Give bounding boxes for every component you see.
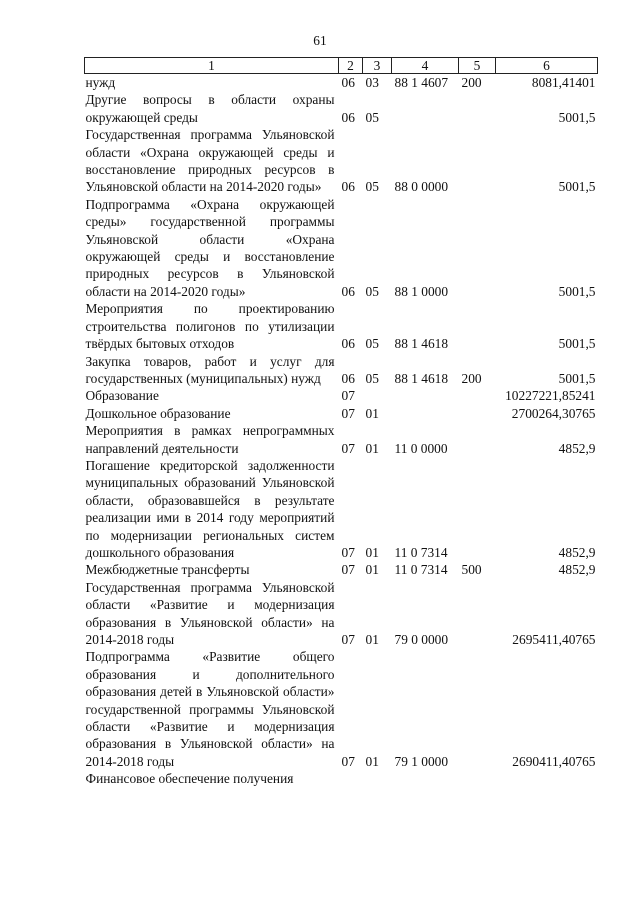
row-amount: 5001,5 bbox=[558, 109, 596, 125]
table-row bbox=[85, 648, 598, 770]
row-section-code: 07 bbox=[341, 440, 355, 456]
row-subsection-code bbox=[363, 387, 392, 404]
row-subsection-code: 01 bbox=[365, 440, 379, 456]
row-section-code: 06 bbox=[341, 179, 355, 195]
row-expense-type bbox=[459, 91, 496, 126]
row-target-article: 11 0 0000 bbox=[394, 440, 448, 456]
column-header: 4 bbox=[392, 58, 459, 74]
table-row bbox=[85, 422, 598, 457]
row-description: Государственная программа Ульяновской области «Охрана окружающей среды и восстановление природных ресурсов в Ульяновской области на 2014-2020 годы» bbox=[85, 127, 335, 195]
row-subsection-code: 05 bbox=[365, 109, 379, 125]
row-section-code: 06 bbox=[341, 283, 355, 299]
row-target-article: 88 1 4618 bbox=[394, 370, 449, 386]
row-amount: 8081,41401 bbox=[531, 75, 596, 90]
table-row bbox=[85, 300, 598, 352]
row-description: Финансовое обеспечение получения bbox=[85, 771, 294, 787]
row-target-article bbox=[392, 387, 459, 404]
table-row bbox=[85, 387, 598, 404]
row-expense-type bbox=[459, 300, 496, 352]
row-description: Межбюджетные трансферты bbox=[85, 562, 250, 578]
row-expense-type bbox=[459, 648, 496, 770]
row-subsection-code: 05 bbox=[365, 370, 379, 386]
column-header: 1 bbox=[85, 58, 339, 74]
row-expense-type: 500 bbox=[461, 562, 482, 578]
table-row bbox=[85, 561, 598, 578]
row-expense-type: 200 bbox=[461, 370, 482, 386]
table-row bbox=[85, 74, 598, 92]
row-amount: 4852,9 bbox=[558, 562, 596, 578]
row-section-code: 07 bbox=[341, 562, 355, 578]
row-subsection-code: 05 bbox=[365, 283, 379, 299]
row-target-article bbox=[392, 770, 459, 787]
row-description: нужд bbox=[85, 75, 116, 90]
row-description: Мероприятия в рамках непрограммных направлений деятельности bbox=[85, 423, 335, 456]
table-row bbox=[85, 196, 598, 300]
row-amount bbox=[496, 770, 598, 787]
row-target-article bbox=[392, 91, 459, 126]
row-expense-type bbox=[459, 405, 496, 422]
row-section-code: 07 bbox=[341, 405, 355, 421]
row-amount: 5001,5 bbox=[558, 283, 596, 299]
row-expense-type bbox=[459, 770, 496, 787]
row-description: Мероприятия по проектированию строительства полигонов по утилизации твёрдых бытовых отходов bbox=[85, 301, 335, 352]
row-expense-type: 200 bbox=[461, 75, 482, 90]
table-row bbox=[85, 405, 598, 422]
budget-table-body bbox=[85, 58, 598, 788]
row-section-code: 07 bbox=[341, 753, 355, 769]
row-subsection-code: 01 bbox=[365, 405, 379, 421]
row-expense-type bbox=[459, 457, 496, 561]
row-description: Закупка товаров, работ и услуг для государственных (муниципальных) нужд bbox=[85, 353, 335, 386]
row-expense-type bbox=[459, 387, 496, 404]
row-subsection-code: 03 bbox=[365, 75, 379, 90]
budget-table bbox=[84, 57, 598, 788]
table-row bbox=[85, 457, 598, 561]
row-subsection-code: 05 bbox=[365, 336, 379, 352]
row-amount: 2690411,40765 bbox=[512, 753, 596, 769]
row-target-article: 11 0 7314 bbox=[394, 544, 448, 560]
row-subsection-code bbox=[363, 770, 392, 787]
page-number: 61 bbox=[313, 33, 327, 48]
row-section-code: 06 bbox=[341, 370, 355, 386]
row-target-article: 79 0 0000 bbox=[394, 632, 449, 647]
row-description: Образование bbox=[85, 388, 159, 404]
row-target-article bbox=[392, 405, 459, 422]
row-amount: 2700264,30765 bbox=[511, 405, 596, 421]
table-row bbox=[85, 770, 598, 787]
row-expense-type bbox=[459, 579, 496, 649]
column-header: 3 bbox=[363, 58, 392, 74]
row-section-code: 06 bbox=[341, 75, 355, 90]
row-amount: 5001,5 bbox=[558, 179, 596, 195]
table-row bbox=[85, 353, 598, 388]
row-section-code: 07 bbox=[341, 544, 355, 560]
row-amount: 2695411,40765 bbox=[512, 632, 596, 647]
row-section-code: 06 bbox=[341, 109, 355, 125]
row-section-code: 07 bbox=[341, 632, 355, 647]
row-description: Государственная программа Ульяновской области «Развитие и модернизация образования в Ульяновской области» на 2014-2018 годы bbox=[85, 579, 335, 647]
row-expense-type bbox=[459, 422, 496, 457]
row-expense-type bbox=[459, 196, 496, 300]
row-description: Другие вопросы в области охраны окружающей среды bbox=[85, 92, 335, 125]
column-header: 6 bbox=[496, 58, 598, 74]
row-expense-type bbox=[459, 126, 496, 196]
row-target-article: 88 0 0000 bbox=[394, 179, 449, 195]
row-amount: 4852,9 bbox=[558, 544, 596, 560]
row-section-code bbox=[339, 770, 363, 787]
row-subsection-code: 01 bbox=[365, 562, 379, 578]
row-amount: 5001,5 bbox=[558, 370, 596, 386]
column-header: 5 bbox=[459, 58, 496, 74]
row-subsection-code: 05 bbox=[365, 179, 379, 195]
row-amount: 4852,9 bbox=[558, 440, 596, 456]
row-description: Подпрограмма «Охрана окружающей среды» государственной программы Ульяновской области «Охрана окружающей среды и восстановление природных ресурсов в Ульяновской области на 2014-2020 годы» bbox=[85, 196, 335, 299]
row-target-article: 11 0 7314 bbox=[394, 562, 448, 578]
row-target-article: 88 1 4618 bbox=[394, 336, 449, 352]
column-header: 2 bbox=[339, 58, 363, 74]
row-section-code: 07 bbox=[341, 388, 355, 404]
row-subsection-code: 01 bbox=[365, 544, 379, 560]
row-description: Погашение кредиторской задолженности муниципальных образований Ульяновской области, образовавшейся в результате реализации ими в 2014 году мероприятий по модернизации региональных систем дошкольного образования bbox=[85, 457, 335, 560]
table-row bbox=[85, 91, 598, 126]
row-amount: 5001,5 bbox=[558, 336, 596, 352]
row-subsection-code: 01 bbox=[365, 632, 379, 647]
row-subsection-code: 01 bbox=[365, 753, 379, 769]
row-target-article: 88 1 4607 bbox=[394, 75, 449, 90]
table-row bbox=[85, 126, 598, 196]
table-header-row bbox=[85, 58, 598, 74]
row-description: Подпрограмма «Развитие общего образования и дополнительного образования детей в Ульяновской области» государственной программы Ульяновской области «Развитие и модернизация образования в Ульяновской области» на 2014-2018 годы bbox=[85, 649, 335, 769]
row-section-code: 06 bbox=[341, 336, 355, 352]
row-target-article: 88 1 0000 bbox=[394, 283, 449, 299]
row-target-article: 79 1 0000 bbox=[394, 753, 449, 769]
row-amount: 10227221,85241 bbox=[505, 388, 596, 404]
table-row bbox=[85, 579, 598, 649]
row-description: Дошкольное образование bbox=[85, 405, 231, 421]
